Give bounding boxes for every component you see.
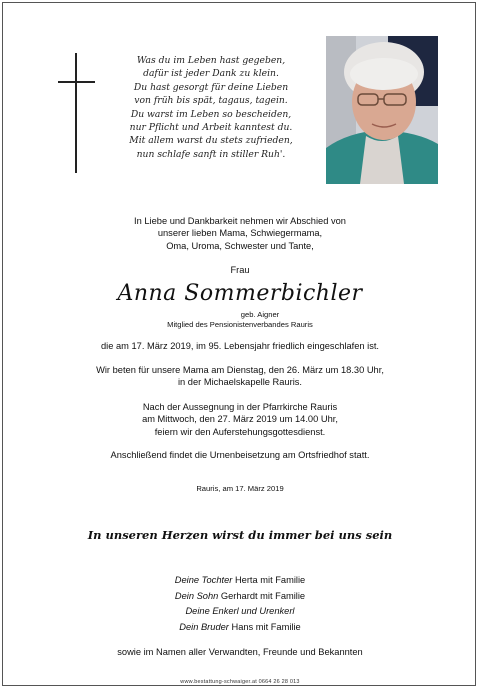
mass-info — [0, 401, 480, 438]
poem-line: von früh bis spät, tagaus, tagein. — [134, 95, 288, 107]
burial-info: Anschließend findet die Urnenbeisetzung am Ortsfriedhof statt. — [110, 450, 370, 460]
mass-line: Nach der Aussegnung in der Pfarrkirche Rauris — [142, 402, 338, 412]
prayer-info — [0, 364, 480, 389]
poem — [112, 54, 310, 161]
mourner-line — [0, 620, 480, 636]
mourner-relation: Deine Enkerl und Urenkerl — [185, 606, 295, 616]
membership: Mitglied des Pensionistenverbandes Rauris — [167, 320, 313, 329]
intro-line: In Liebe und Dankbarkeit nehmen wir Abschied von — [134, 216, 346, 226]
mourner-relation: Dein Sohn — [174, 590, 219, 601]
footer-contact: www.bestattung-schwaiger.at 0664 26 28 013 — [180, 679, 300, 685]
motto: In unseren Herzen wirst du immer bei uns sein — [87, 528, 393, 542]
prayer-line: in der Michaelskapelle Rauris. — [177, 377, 302, 388]
mourner-line — [0, 604, 480, 620]
mourner-name: Gerhardt mit Familie — [220, 590, 306, 601]
poem-line: dafür ist jeder Dank zu klein. — [143, 68, 279, 80]
mass-line: am Mittwoch, den 27. März 2019 um 14.00 Uhr, — [142, 414, 338, 425]
mourner-line — [0, 573, 480, 589]
intro-text — [0, 215, 480, 252]
place-date: Rauris, am 17. März 2019 — [196, 484, 284, 493]
poem-line: Mit allem warst du stets zufrieden, — [129, 135, 293, 147]
mourners-list — [0, 573, 480, 635]
intro-line: Oma, Uroma, Schwester und Tante, — [166, 240, 314, 251]
mourner-relation: Dein Bruder — [179, 621, 229, 632]
intro-line: unserer lieben Mama, Schwiegermama, — [157, 228, 323, 239]
mass-line: feiern wir den Auferstehungsgottesdienst. — [154, 426, 326, 437]
cross-icon — [75, 53, 77, 173]
mourner-name: Hans mit Familie — [231, 621, 301, 632]
portrait-photo — [326, 36, 438, 184]
mourner-name: Herta mit Familie — [234, 575, 306, 585]
death-announcement: die am 17. März 2019, im 95. Lebensjahr friedlich eingeschlafen ist. — [100, 341, 380, 351]
poem-line: Was du im Leben hast gegeben, — [136, 55, 286, 66]
mourner-line — [0, 589, 480, 605]
cross-icon-bar — [58, 81, 95, 83]
maiden-name: geb. Aigner — [240, 310, 280, 319]
mourner-relation: Deine Tochter — [174, 575, 233, 585]
deceased-name: Anna Sommerbichler — [117, 281, 363, 306]
prayer-line: Wir beten für unsere Mama am Dienstag, den 26. März um 18.30 Uhr, — [96, 365, 384, 375]
poem-line: Du warst im Leben so bescheiden, — [130, 108, 292, 120]
poem-line: Du hast gesorgt für deine Lieben — [133, 81, 289, 93]
poem-line: nur Pflicht und Arbeit kanntest du. — [129, 122, 293, 134]
closing-line: sowie im Namen aller Verwandten, Freunde und Bekannten — [117, 647, 363, 657]
poem-line: nun schlafe sanft in stiller Ruh'. — [136, 148, 286, 160]
salutation: Frau — [230, 265, 250, 275]
